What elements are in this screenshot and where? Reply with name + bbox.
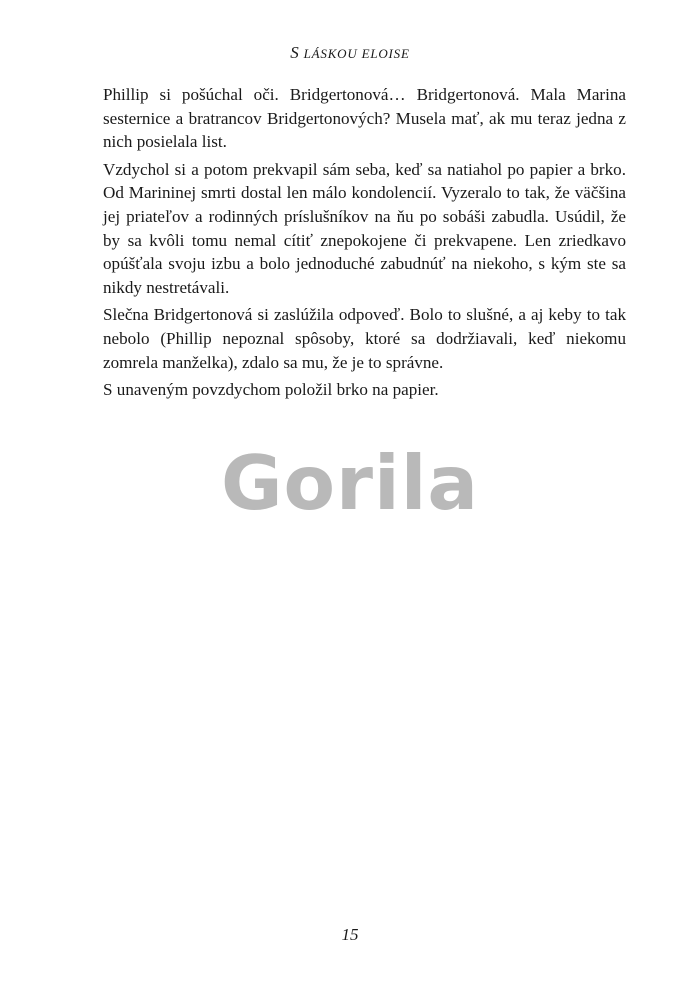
paragraph: Vzdychol si a potom prekvapil sám seba, keď sa natiahol po papier a brko. Od Marininej smrti dostal len málo kondolencií. Vyzeralo to tak, že väčšina jej priateľov a rodinných príslušníkov na ňu po sobáši zabudla. Usúdil, že by sa kvôli tomu nemal cítiť znepokojene či prekvapene. Len zriedkavo opúšťala svoju izbu a bolo jednoduché zabudnúť na niekoho, s kým ste sa nikdy nestretávali. xyxy=(103,159,626,297)
paragraph: Phillip si pošúchal oči. Bridgertonová… Bridgertonová. Mala Marina sesternice a bratrancov Bridgertonových? Musela mať, ak mu teraz jedna z nich posielala list. xyxy=(103,85,626,152)
running-head-initial: S xyxy=(290,43,300,62)
page-number: 15 xyxy=(341,925,359,944)
running-head xyxy=(0,43,700,63)
body-text xyxy=(103,83,626,406)
paragraph: Slečna Bridgertonová si zaslúžila odpoveď. Bolo to slušné, a aj keby to tak nebolo (Phillip nepoznal spôsoby, ktoré sa dodržiavali, keď niekomu zomrela manželka), zdalo sa mu, že je to správne. xyxy=(103,305,626,372)
watermark-logo: Gorila xyxy=(220,439,480,527)
paragraph: S unaveným povzdychom položil brko na papier. xyxy=(103,380,439,400)
running-head-title: LÁSKOU ELOISE xyxy=(303,46,410,61)
